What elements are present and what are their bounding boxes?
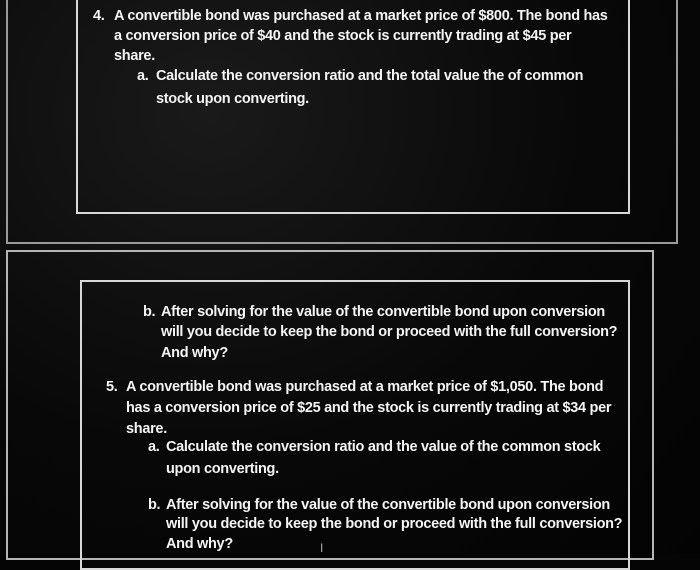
question-4-stem-line1: A convertible bond was purchased at a market price of $800. The bond has (114, 8, 608, 24)
question-5a-marker: a. (148, 439, 160, 455)
question-4-number: 4. (93, 8, 105, 24)
question-5b-marker: b. (148, 497, 161, 513)
question-5a-line1: Calculate the conversion ratio and the value of the common stock (166, 439, 601, 455)
question-5-number: 5. (106, 379, 118, 395)
question-5b-line3: And why? (166, 536, 233, 552)
question-5b-line1: After solving for the value of the convertible bond upon conversion (166, 497, 610, 513)
question-5-stem-line1: A convertible bond was purchased at a market price of $1,050. The bond (126, 379, 604, 395)
question-4b-line1: After solving for the value of the convertible bond upon conversion (161, 304, 605, 320)
question-4b-marker: b. (143, 304, 156, 320)
question-4a-line1: Calculate the conversion ratio and the total value the of common (156, 68, 584, 84)
question-4a-marker: a. (137, 68, 149, 84)
text-cursor-icon: I (320, 541, 324, 555)
question-4b-line3: And why? (161, 345, 228, 361)
question-5-stem-line2: has a conversion price of $25 and the stock is currently trading at $34 per (126, 400, 612, 416)
question-4a-line2: stock upon converting. (156, 91, 309, 107)
question-5a-line2: upon converting. (166, 461, 279, 477)
question-5b-line2: will you decide to keep the bond or proceed with the full conversion? (166, 516, 623, 532)
question-4-stem-line2: a conversion price of $40 and the stock is currently trading at $45 per (114, 28, 572, 44)
question-4b-line2: will you decide to keep the bond or proceed with the full conversion? (161, 324, 618, 340)
question-4-stem-line3: share. (114, 48, 155, 64)
question-5-stem-line3: share. (126, 421, 167, 437)
